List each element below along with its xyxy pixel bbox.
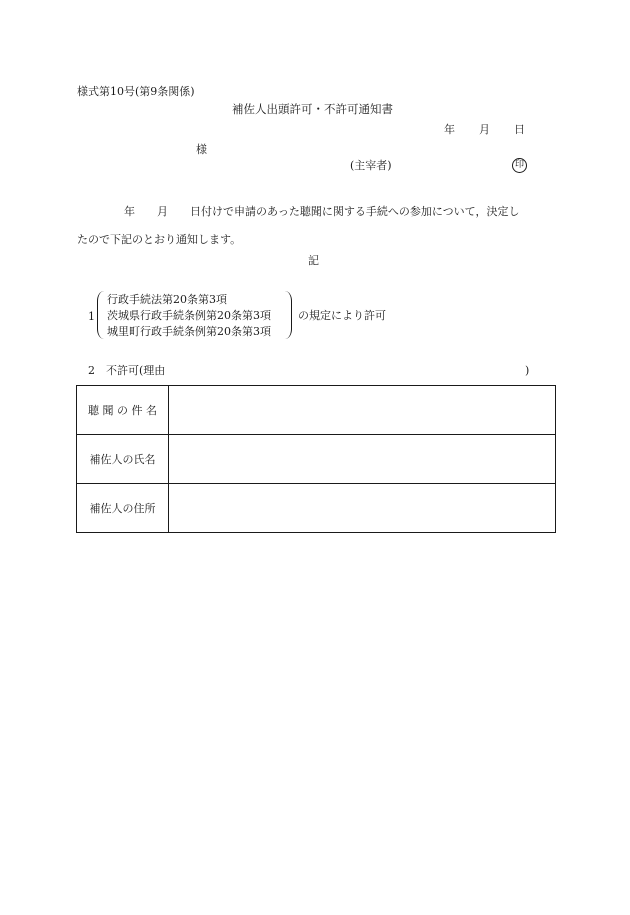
form-number: 様式第10号(第9条関係) bbox=[77, 85, 195, 98]
organizer-label: (主宰者) bbox=[350, 159, 392, 172]
date-year-label: 年 bbox=[444, 123, 455, 136]
item-2-refusal-text: 不許可(理由 bbox=[106, 364, 166, 377]
body-text-line-1: 年 月 日付けで申請のあった聴聞に関する手続への参加について，決定し bbox=[124, 205, 520, 218]
seal-mark: 印 bbox=[512, 158, 527, 173]
assistant-name-field[interactable] bbox=[169, 435, 556, 484]
date-month-label: 月 bbox=[479, 123, 490, 136]
hearing-subject-label: 聴 聞 の 件 名 bbox=[77, 386, 169, 435]
item-2-number: 2 bbox=[88, 364, 95, 377]
law-bracket-left bbox=[97, 291, 105, 339]
law-option-2: 茨城県行政手続条例第20条第3項 bbox=[107, 309, 271, 322]
document-title: 補佐人出頭許可・不許可通知書 bbox=[232, 102, 393, 116]
issue-date bbox=[444, 124, 525, 135]
table-row bbox=[77, 386, 556, 435]
law-option-3: 城里町行政手続条例第20条第3項 bbox=[107, 325, 271, 338]
hearing-info-table bbox=[76, 385, 556, 533]
assistant-name-label: 補佐人の氏名 bbox=[77, 435, 169, 484]
ki-heading: 記 bbox=[308, 254, 319, 267]
body-text-line-2: たので下記のとおり通知します。 bbox=[77, 233, 242, 246]
hearing-subject-field[interactable] bbox=[169, 386, 556, 435]
item-1-permission-text: の規定により許可 bbox=[298, 309, 386, 322]
table-row bbox=[77, 484, 556, 533]
assistant-address-field[interactable] bbox=[169, 484, 556, 533]
recipient-honorific: 様 bbox=[196, 143, 207, 156]
item-2-close-paren: ) bbox=[525, 364, 530, 377]
law-option-1: 行政手続法第20条第3項 bbox=[107, 293, 227, 306]
date-day-label: 日 bbox=[514, 123, 525, 136]
assistant-address-label: 補佐人の住所 bbox=[77, 484, 169, 533]
table-row bbox=[77, 435, 556, 484]
item-1-number: 1 bbox=[88, 310, 95, 323]
law-bracket-right bbox=[284, 291, 292, 339]
